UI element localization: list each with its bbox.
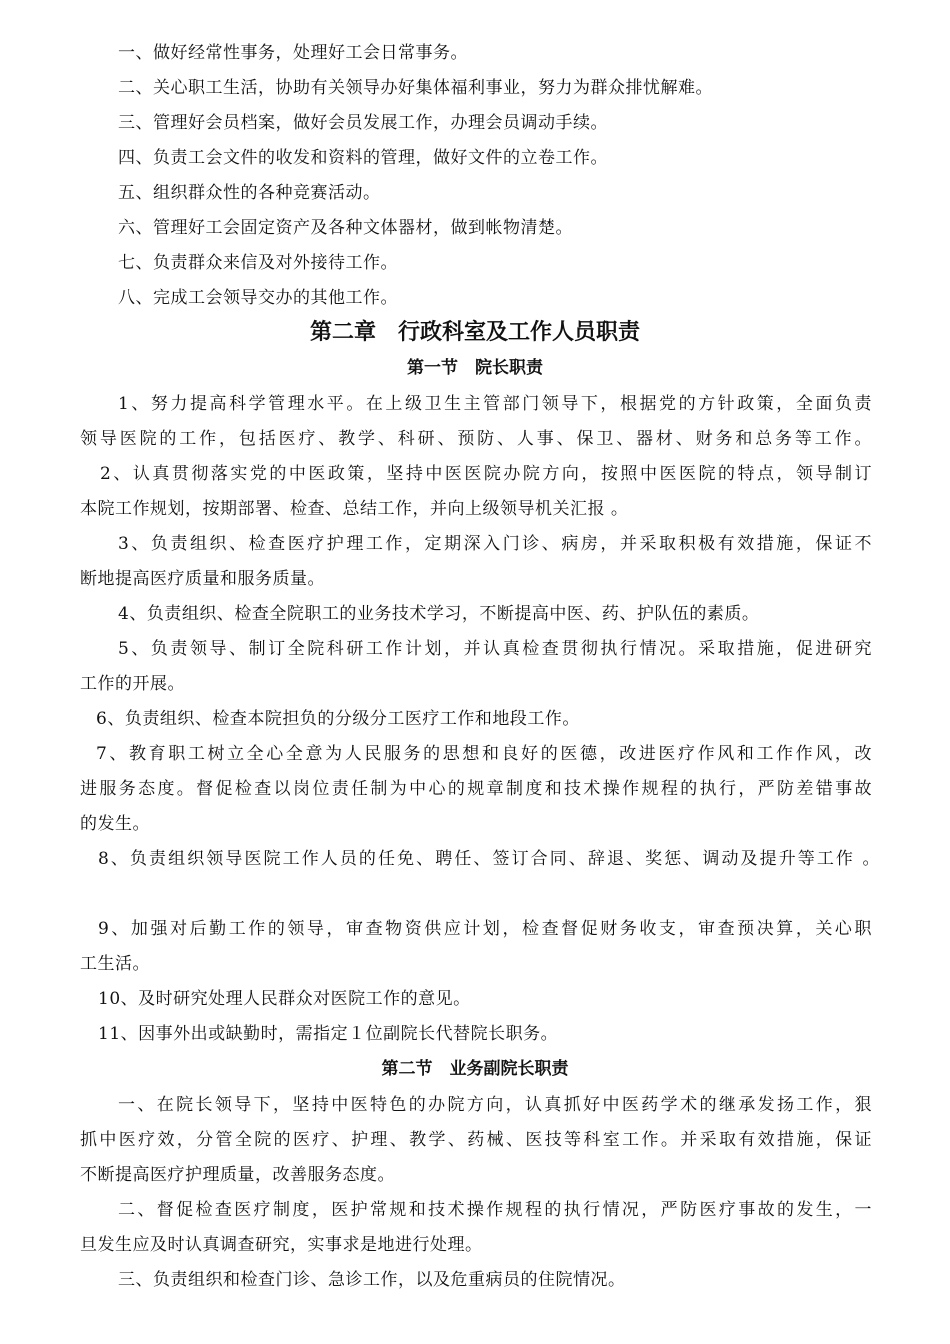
paragraph-line: 的发生。: [80, 814, 150, 834]
paragraph-line: 4、负责组织、检查全院职工的业务技术学习，不断提高中医、药、护队伍的素质。: [118, 604, 760, 624]
paragraph-line: 断地提高医疗质量和服务质量。: [80, 569, 325, 589]
paragraph-line: 二、督促检查医疗制度，医护常规和技术操作规程的执行情况，严防医疗事故的发生，一: [118, 1200, 872, 1220]
paragraph-line: 工生活。: [80, 954, 150, 974]
paragraph-line: 进服务态度。督促检查以岗位责任制为中心的规章制度和技术操作规程的执行，严防差错事故: [80, 779, 872, 799]
paragraph-line: 三、负责组织和检查门诊、急诊工作，以及危重病员的住院情况。: [118, 1270, 626, 1290]
section-title-vice-president: 第二节 业务副院长职责: [381, 1059, 569, 1079]
paragraph-line: 6、负责组织、检查本院担负的分级分工医疗工作和地段工作。: [96, 709, 580, 729]
paragraph-line: 9、加强对后勤工作的领导，审查物资供应计划，检查督促财务收支，审查预决算，关心职: [98, 919, 872, 939]
preceding-item-5: 五、组织群众性的各种竞赛活动。: [118, 183, 381, 203]
paragraph-line: 7、教育职工树立全心全意为人民服务的思想和良好的医德，改进医疗作风和工作作风，改: [96, 744, 872, 764]
preceding-item-7: 七、负责群众来信及对外接待工作。: [118, 253, 398, 273]
paragraph-line: 10、及时研究处理人民群众对医院工作的意见。: [98, 989, 471, 1009]
preceding-item-3: 三、管理好会员档案，做好会员发展工作，办理会员调动手续。: [118, 113, 608, 133]
paragraph-line: 工作的开展。: [80, 674, 185, 694]
paragraph-line: 3、负责组织、检查医疗护理工作，定期深入门诊、病房，并采取积极有效措施，保证不: [118, 534, 872, 554]
preceding-item-2: 二、关心职工生活，协助有关领导办好集体福利事业，努力为群众排忧解难。: [118, 78, 713, 98]
section-title-president: 第一节 院长职责: [407, 358, 543, 378]
preceding-item-6: 六、管理好工会固定资产及各种文体器材，做到帐物清楚。: [118, 218, 573, 238]
paragraph-line: 11、因事外出或缺勤时，需指定１位副院长代替院长职务。: [98, 1024, 559, 1044]
paragraph-line: 领导医院的工作，包括医疗、教学、科研、预防、人事、保卫、器材、财务和总务等工作。: [80, 429, 872, 449]
paragraph-line: 1、努力提高科学管理水平。在上级卫生主管部门领导下，根据党的方针政策，全面负责: [118, 394, 872, 414]
paragraph-line: 抓中医疗效，分管全院的医疗、护理、教学、药械、医技等科室工作。并采取有效措施，保证: [80, 1130, 872, 1150]
preceding-item-8: 八、完成工会领导交办的其他工作。: [118, 288, 398, 308]
paragraph-line: 8、负责组织领导医院工作人员的任免、聘任、签订合同、辞退、奖惩、调动及提升等工作 。: [98, 849, 880, 869]
preceding-item-1: 一、做好经常性事务，处理好工会日常事务。: [118, 43, 468, 63]
chapter-title: 第二章 行政科室及工作人员职责: [309, 319, 640, 345]
paragraph-line: 不断提高医疗护理质量，改善服务态度。: [80, 1165, 395, 1185]
paragraph-line: 2、认真贯彻落实党的中医政策，坚持中医医院办院方向，按照中医医院的特点，领导制订: [100, 464, 872, 484]
preceding-item-4: 四、负责工会文件的收发和资料的管理，做好文件的立卷工作。: [118, 148, 608, 168]
paragraph-line: 本院工作规划，按期部署、检查、总结工作，并向上级领导机关汇报 。: [80, 499, 629, 519]
paragraph-line: 一、在院长领导下，坚持中医特色的办院方向，认真抓好中医药学术的继承发扬工作，狠: [118, 1095, 872, 1115]
paragraph-line: 旦发生应及时认真调查研究，实事求是地进行处理。: [80, 1235, 483, 1255]
paragraph-line: 5、负责领导、制订全院科研工作计划，并认真检查贯彻执行情况。采取措施，促进研究: [118, 639, 872, 659]
